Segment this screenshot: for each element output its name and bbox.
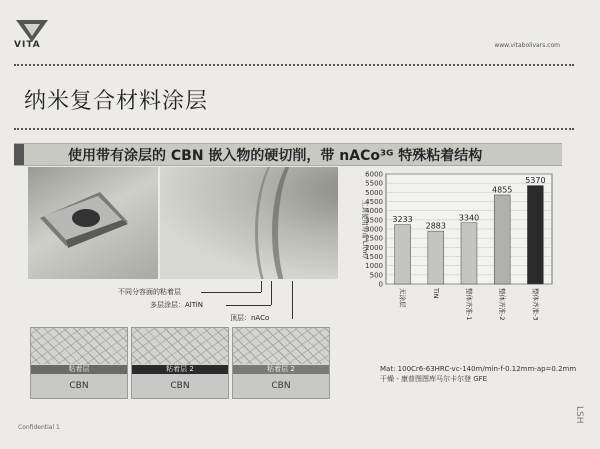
x-tick-label: 无涂层 — [398, 288, 407, 308]
bar — [461, 223, 477, 284]
coating-band-outer — [272, 167, 338, 279]
title-divider — [14, 128, 574, 130]
side-mark: LSH — [574, 406, 584, 424]
bar — [527, 186, 543, 284]
data-label: 4855 — [492, 185, 513, 195]
leader-line — [226, 305, 271, 306]
y-tick-label: 1500 — [365, 253, 383, 261]
label-top-layer: 顶层：nACo — [230, 314, 270, 322]
leader-line — [271, 281, 272, 305]
page-title: 纳米复合材料涂层 — [24, 89, 209, 114]
bar — [428, 231, 444, 284]
leader-line — [261, 281, 262, 292]
substrate-label: CBN — [233, 374, 329, 398]
x-tick-label: 整体齐准-1 — [465, 288, 473, 321]
x-tick-label: 整体齐准-2 — [498, 288, 507, 321]
y-tick-label: 3000 — [365, 225, 383, 234]
insert-image — [36, 188, 132, 250]
label-multilayer: 多层涂层：AlTiN — [150, 301, 203, 309]
material-note: Mat: 100Cr6-63HRC-vc-140m/min-f-0.12mm-ap=0.2mm 干燥 - 康普图图库马尔卡尔登 GFE — [380, 365, 577, 383]
bar — [494, 195, 510, 284]
layer-label: 粘着层 — [31, 365, 127, 374]
data-label: 3233 — [392, 215, 413, 225]
label-adhesion-layer: 不同分容面的粘着层 — [118, 288, 181, 296]
footer-text: Confidential 1 — [18, 424, 60, 431]
substrate-label: CBN — [132, 374, 228, 398]
x-tick-label: 整体齐准-3 — [531, 288, 540, 321]
coating-section-photo — [160, 167, 338, 279]
bar — [395, 225, 411, 284]
banner-marker — [14, 144, 24, 165]
layer-label: 粘着层 2 — [132, 365, 228, 374]
y-tick-label: 3500 — [365, 216, 383, 225]
y-tick-label: 2500 — [365, 234, 383, 243]
micro-panel-1 — [30, 327, 128, 399]
subtitle-banner — [14, 143, 562, 166]
logo-text: VITA — [14, 40, 41, 50]
y-tick-label: 0 — [378, 280, 383, 289]
y-tick-label: 5000 — [365, 188, 383, 197]
banner-text: 使用带有涂层的 CBN 嵌入物的硬切削，带 nACo³ᴳ 特殊粘着结构 — [68, 148, 483, 164]
y-tick-label: 4500 — [365, 198, 383, 206]
top-divider — [14, 64, 574, 66]
y-tick-label: 5500 — [365, 179, 383, 188]
y-tick-label: 1000 — [365, 262, 383, 271]
micro-panel-3 — [232, 327, 330, 399]
y-tick-label: 6000 — [365, 170, 383, 179]
substrate-label: CBN — [31, 374, 127, 398]
y-tick-label: 4000 — [365, 207, 383, 216]
layer-label: 粘着层 2 — [233, 365, 329, 374]
data-label: 5370 — [525, 176, 546, 186]
data-label: 2883 — [425, 221, 446, 231]
tool-life-chart — [352, 166, 564, 390]
micro-panel-2 — [131, 327, 229, 399]
data-label: 3340 — [458, 213, 480, 223]
y-axis-label: 工具使用寿命 Lf(m) — [361, 199, 369, 259]
header-url: www.vitabolivars.com — [494, 42, 560, 49]
leader-line — [292, 281, 293, 319]
x-tick-label: TiN — [431, 288, 440, 299]
y-tick-label: 500 — [369, 271, 383, 280]
leader-line — [201, 292, 261, 293]
y-tick-label: 2000 — [365, 243, 383, 252]
